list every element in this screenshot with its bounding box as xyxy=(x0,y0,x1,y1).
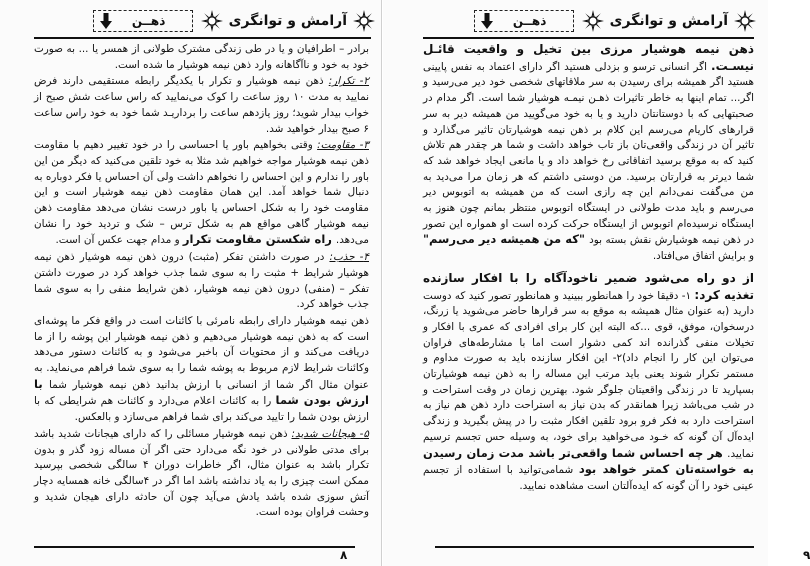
paragraph: ۳- مقاومت: وقتی بخواهیم باور یا احساسی را در خود تغییر دهیم با مقاومت ذهن نیمه هوشیار مواجه خواهیم شد مثلا به خود تلقین می‌کنید که دیگر من این باور را ندارم و این احساس را نخواهم داشت ولی آن احساس یا فکر دوباره به دنبال شما خواهد آمد. این همان مقاومت ذهن نیمه هوشیار است و این مقاومت خود را به شکل احساس یا باور درست نشان می‌دهد مقاومت ذهن نیمه هوشیار گاهی مواقع هم به شکل ترس – شک و تردید خود را نشان می‌دهد. راه شکستن مقاومت تکرار و مدام جهت عکس آن است. xyxy=(34,139,369,247)
footer-rule xyxy=(435,546,754,548)
paragraph: ۵- هیجانات شدید: ذهن نیمه هوشیار مسائلی را که دارای هیجانات شدید باشد برای مدتی طولانی در خود نگه می‌دارد حتی اگر آن مساله زود گذر و بدون تکرار باشد به عنوان مثال، اگر خاطرات دوران ۴ سالگی شخصی بپرسید ممکن است چیزی را به یاد نداشته باشد اما اگر در ۴سالگی خانه همسایه دچار آتش سوزی شده باشد یادش می‌آید چون آن حادثه دارای هیجان شدید و وحشت فراوان بوده است. xyxy=(34,427,369,519)
sun-star-icon xyxy=(201,10,223,32)
page-body xyxy=(34,42,369,522)
bold-lead-text: ذهن نیمه هوشیار مرزی بین تخیل و واقعیت قائـل نیسـت. xyxy=(423,42,754,73)
down-arrow-icon xyxy=(100,13,112,29)
down-arrow-icon xyxy=(481,13,493,29)
page-number: ۹ xyxy=(803,548,810,562)
paragraph: ذهن نیمه هوشیار مرزی بین تخیل و واقعیت قائـل نیسـت. اگر انسانی ترسو و بزدلی هستید اگر دارای اعتماد به نفس پایینی هستید اگر همیشه برای رسیدن به سر ملاقاتهای شخصی خود دیر می‌رسید و اگر... تمام اینها به خاطر تاثیرات ذهـن نیمـه هوشیار شما است. اگر مدام در صحبتهایی که با دوستانتان دارید و یا به خود می‌گویید من همیشه دیر به سر قرارهای کاریام می‌رسم این کلام بر ذهن نیمه هوشیارتان تاثیر می‌گذارد و تاثیر آن در زندگی واقعی‌تان باز تاب خواهد داشت و شما هر چقدر هم تلاش کنید که به موقع برسید اتفاقاتی رخ خواهد داد و یا مانعی ایجاد خواهد شد که شما دیرتر به قرارتان برسید. من دوستی داشتم که هر زمان مرا می‌دید به من می‌گفت نمی‌دانم این چه رازی است که من همیشه به اتوبوس دیر می‌رسم و باید مدت طولانی در ایستگاه اتوبوس منتظر بمانم چون هنوز به ایستگاه نرسیده‌ام اتوبوس از ایستگاه حرکت کرده است او همواره این تصور در ذهن نیمه هوشیارش نقش بسته بود "که من همیشه دیر می‌رسم" و برایش اتفاق می‌افتاد. xyxy=(423,42,755,263)
highlight-text: راه شکستن مقاومت تکرار xyxy=(182,232,336,247)
item-number: ۲- تکرار: xyxy=(328,75,369,88)
highlight-text: هر چه احساس شما واقعی‌تر باشد مدت زمان رسیدن به خواسته‌تان کمتر خواهد بود xyxy=(423,445,754,477)
paragraph: ۲- تکرار: ذهن نیمه هوشیار و تکرار با یکدیگر رابطه مستقیمی دارند فرض نمایید به مدت ۱۰ روز ساعت را کوک می‌نمایید که راس ساعت شش صبح از خواب بیدار شوید؛ روز یازدهم ساعت را برداریـد شما خود به خود راس ساعت ۶ صبح بیدار خواهید شد. xyxy=(34,75,369,135)
chapter-tab xyxy=(474,10,574,32)
paragraph: ذهن نیمه هوشیار دارای رابطه نامرئی با کائنات است در واقع فکر ما پوشه‌ای است که به ذهن نیمه هوشیار می‌دهیم و ذهن نیمه هوشیار این پوشه را از ما دریافت می‌کند و از محتویات آن باخبر می‌شود و به کائنات دستور می‌دهد وکائنات شرایط لازم مربوط به پوشه شما را به سوی شما فراهم می‌نماید. به عنوان مثال اگر شما از انسانی با ارزش بدانید ذهن نیمه هوشیار شما با ارزش بودن شما را به کائنات اعلام می‌دارد و کائنات هم شرایطی که با ارزش بودن شما را تایید می‌کند برای شما فراهم می‌سازد و بالعکس. xyxy=(34,314,370,424)
page-body xyxy=(423,42,754,496)
highlight-text: "که من همیشه دیر می‌رسم" xyxy=(423,232,590,247)
footer-rule xyxy=(34,546,355,548)
sun-star-icon xyxy=(734,10,756,32)
highlight-text: با ارزش بودن شما xyxy=(34,376,369,408)
chapter-tab-label: ذهــن xyxy=(512,14,547,28)
item-number: ۴- جذب: xyxy=(329,251,369,264)
book-title: آرامش و توانگری xyxy=(228,13,347,29)
paragraph: از دو راه می‌شود ضمیر ناخودآگاه را با افکار سازنده تغذیه کرد: ۱- دقیقا خود را همانطور ببینید و همانطور تصور کنید که دوست دارید (به عنوان مثال همیشه به موقع به سر قرارها حاضر می‌شوید یا زرنگ، درسخوان، موفق، قوی ...که البته این کار برای افرادی که عمری با افکار و تخیلات منفی گذرانده اند کمی دشوار است اما با مشارطه‌های فراوان می‌توان این کار را انجام داد)۲- این افکار سازنده باید به صورت مداوم و مستمر تکرار شوند یعنی باید مرتب این مساله را به ذهن نیمه هوشیارتان بسپارید تا در زندگی واقعیتان جلوگر شود. بهترین زمان در وقت استراحت و در شب می‌باشد زیرا همانقدر که بدن نیاز به استراحت دارد ذهن هم نیاز به استراحت دارد به فکر فرو برود تلقین افکار مثبت را در پیش بگیرید و زندگی ایده‌آل آن گونه که خـود می‌خواهید برای خود، به وسیله حس تجسم ترسیم نمایید. هر چه احساس شما واقعی‌تر باشد مدت زمان رسیدن به خواسته‌تان کمتر خواهد بود شمامی‌توانید با استفاده از تجسم عینی خود را آن گونه که ایده‌آلتان است مشاهده نمایید. xyxy=(423,270,754,492)
sun-star-icon xyxy=(582,10,604,32)
bold-lead-text: از دو راه می‌شود ضمیر ناخودآگاه را با افکار سازنده تغذیه کرد: xyxy=(423,270,754,302)
book-page-right xyxy=(383,0,810,566)
paragraph: ۴- جذب: در صورت داشتن تفکر (مثبت) درون ذهن نیمه هوشیار ذهن نیمه هوشیار شرایط + مثبت را به سوی شما جذب خواهد کرد در صورت داشتن تفکر – (منفی) درون ذهن نیمه هوشیار، ذهن شرایط منفی را به سوی شما جذب خواهد کرد. xyxy=(34,251,369,311)
chapter-tab-label: ذهــن xyxy=(131,14,166,28)
paragraph: برادر – اطرافیان و یا در طی زندگی مشترک طولانی از همسر یا ... به صورت خود به خود و ناآگاهانه وارد ذهن نیمه هوشیار ما شده است. xyxy=(34,43,369,71)
chapter-tab xyxy=(93,10,193,32)
item-number: ۵- هیجانات شدید: xyxy=(291,427,369,440)
item-number: ۳- مقاومت: xyxy=(317,139,369,152)
header-rule xyxy=(423,37,754,39)
header-rule xyxy=(34,37,371,39)
page-number: ۸ xyxy=(340,548,348,562)
page-header xyxy=(34,6,375,36)
book-title: آرامش و توانگری xyxy=(609,13,728,29)
sun-star-icon xyxy=(353,10,375,32)
book-page-left xyxy=(0,0,382,566)
page-header xyxy=(423,6,756,36)
